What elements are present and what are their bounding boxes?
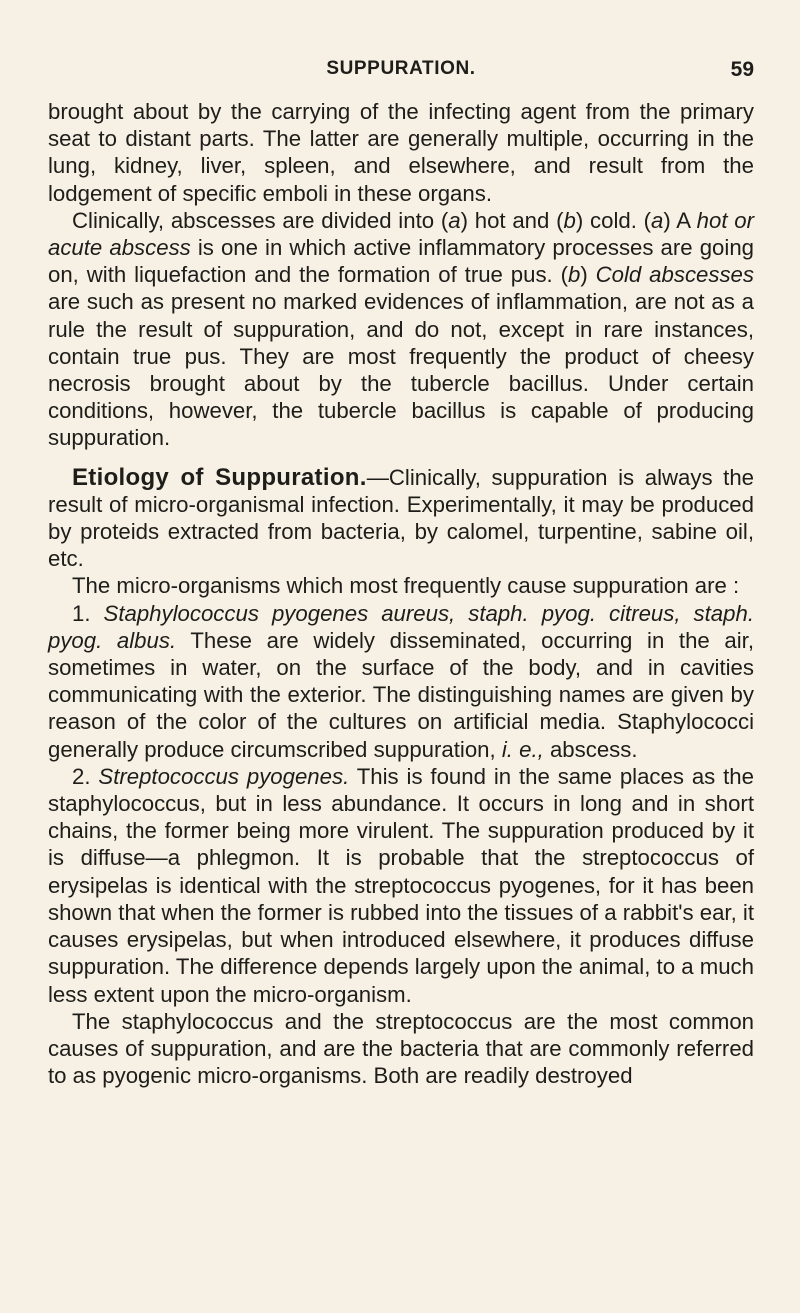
paragraph-microorganisms-intro: The micro-organisms which most frequently cause suppuration are : [72, 573, 740, 599]
paragraph-abscess-types: Clinically, abscesses are divided into (a) hot and (b) cold. (a) A hot or acute abscess is one in which active inflammatory processes are going on, with liquefaction and the formation of true pus. (b) Cold abscesses are such as present no marked evidences of inflammation, are not as a rule the result of suppuration, and do not, except in rare instances, contain true pus. They are most frequently the product of cheesy necrosis brought about by the tubercle bacillus. Under certain conditions, however, the tubercle bacillus is capable of producing suppuration. [48, 207, 754, 451]
term-hot-abscess: hot or acute abscess [48, 207, 754, 261]
running-head [48, 58, 754, 86]
page-number: 59 [730, 58, 754, 81]
section-heading: Etiology of Suppuration. [72, 463, 367, 491]
paragraph-continuation: brought about by the carrying of the infecting agent from the primary seat to distant parts. The latter are generally multiple, occurring in the lung, kidney, liver, spleen, and elsewhere, and result from the lodgement of specific emboli in these organs. [48, 99, 754, 206]
page-body [48, 98, 754, 1089]
list-item-streptococcus: 2. Streptococcus pyogenes. This is found in the same places as the staphylococcus, but in less abundance. It occurs in long and in short chains, the former being more virulent. The suppuration produced by it is diffuse—a phlegmon. It is probable that the streptococcus of erysipelas is identical with the streptococcus pyogenes, for it has been shown that when the former is rubbed into the tissues of a rabbit's ear, it causes erysipelas, but when introduced elsewhere, it produces diffuse suppuration. The difference depends largely upon the animal, to a much less extent upon the micro-organism. [48, 763, 754, 1007]
running-title: SUPPURATION. [326, 58, 476, 79]
paragraph-summary: The staphylococcus and the streptococcus are the most common causes of suppuration, and are the bacteria that are commonly referred to as pyogenic micro-organisms. Both are readily destroyed [48, 1008, 754, 1089]
term-cold-abscess: Cold abscesses [595, 262, 754, 288]
paragraph-etiology: Etiology of Suppuration.—Clinically, suppuration is always the result of micro-organismal infection. Experimentally, it may be produced by proteids extracted from bacteria, by calomel, turpentine, sabine oil, etc. [48, 463, 754, 572]
list-item-staphylococcus: 1. Staphylococcus pyogenes aureus, staph. pyog. citreus, staph. pyog. albus. These are widely disseminated, occurring in the air, sometimes in water, on the surface of the body, and in cavities communicating with the exterior. The distinguishing names are given by reason of the color of the cultures on artificial media. Staphylococci generally produce circumscribed suppuration, i. e., abscess. [48, 600, 754, 762]
